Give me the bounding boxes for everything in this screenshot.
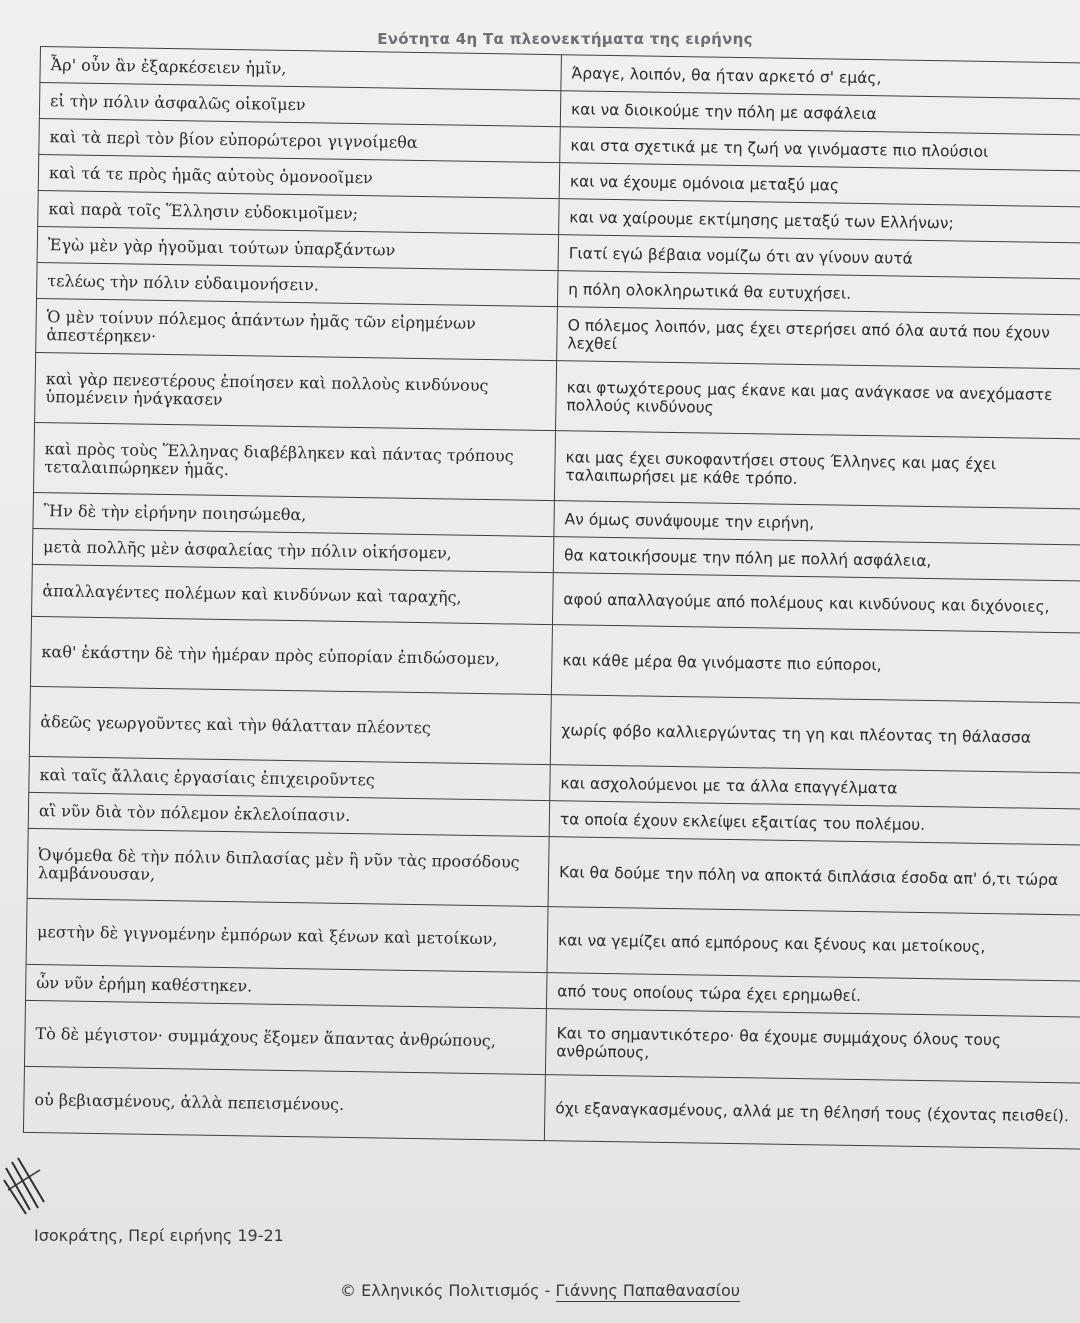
ancient-greek-cell: ἀδεῶς γεωργοῦντες καὶ τὴν θάλατταν πλέοντες [29, 686, 551, 764]
ancient-greek-cell: εἰ τὴν πόλιν ἀσφαλῶς οἰκοῖμεν [39, 83, 561, 127]
modern-greek-cell: Γιατί εγώ βέβαια νομίζω ότι αν γίνουν αυτά [558, 235, 1080, 279]
ancient-greek-cell: οὐ βεβιασμένους, ἀλλὰ πεπεισμένους. [23, 1066, 545, 1140]
modern-greek-cell: και φτωχότερους μας έκανε και μας ανάγκασε να ανεχόμαστε πολλούς κινδύνους [556, 361, 1080, 439]
ancient-greek-cell: ἀπαλλαγέντες πολέμων καὶ κινδύνων καὶ ταραχῆς, [32, 564, 554, 624]
modern-greek-cell: Άραγε, λοιπόν, θα ήταν αρκετό σ' εμάς, [561, 55, 1080, 99]
modern-greek-cell: χωρίς φόβο καλλιεργώντας τη γη και πλέοντας τη θάλασσα [550, 695, 1080, 773]
ancient-greek-cell: καὶ γὰρ πενεστέρους ἐποίησεν καὶ πολλοὺς κινδύνους ὑπομένειν ἠνάγκασεν [35, 352, 557, 430]
modern-greek-cell: Αν όμως συνάψουμε την ειρήνη, [554, 501, 1080, 545]
modern-greek-cell: η πόλη ολοκληρωτικά θα ευτυχήσει. [557, 271, 1080, 315]
modern-greek-cell: όχι εξαναγκασμένους, αλλά με τη θέλησή τους (έχοντας πεισθεί). [544, 1075, 1080, 1149]
ancient-greek-cell: καὶ ταῖς ἄλλαις ἐργασίαις ἐπιχειροῦντες [29, 756, 551, 800]
ancient-greek-cell: Τὸ δὲ μέγιστον· συμμάχους ἕξομεν ἅπαντας ἀνθρώπους, [24, 1000, 546, 1074]
translation-table [23, 46, 1080, 1150]
modern-greek-cell: και να διοικούμε την πόλη με ασφάλεια [560, 91, 1080, 135]
source-citation: Ισοκράτης, Περί ειρήνης 19-21 [34, 1226, 284, 1245]
modern-greek-cell: Ο πόλεμος λοιπόν, μας έχει στερήσει από όλα αυτά που έχουν λεχθεί [557, 307, 1080, 369]
ancient-greek-cell: Ἆρ' οὖν ἂν ἐξαρκέσειεν ἡμῖν, [40, 47, 562, 91]
ancient-greek-cell: Ἐγὼ μὲν γὰρ ἡγοῦμαι τούτων ὑπαρξάντων [37, 226, 559, 270]
modern-greek-cell: και να χαίρουμε εκτίμησης μεταξύ των Ελλήνων; [559, 199, 1080, 243]
author-name: Γιάννης Παπαθανασίου [555, 1281, 741, 1300]
modern-greek-cell: και ασχολούμενοι με τα άλλα επαγγέλματα [550, 765, 1080, 809]
modern-greek-cell: και στα σχετικά με τη ζωή να γινόμαστε πιο πλούσιοι [560, 127, 1080, 171]
ancient-greek-cell: καθ' ἑκάστην δὲ τὴν ἡμέραν πρὸς εὐπορίαν ἐπιδώσομεν, [30, 616, 552, 694]
ancient-greek-cell: τελέως τὴν πόλιν εὐδαιμονήσειν. [37, 262, 559, 306]
ancient-greek-cell: Ὁ μὲν τοίνυν πόλεμος ἁπάντων ἡμᾶς τῶν εἰρημένων ἀπεστέρηκεν· [36, 298, 558, 360]
ancient-greek-cell: καὶ τὰ περὶ τὸν βίον εὐπορώτεροι γιγνοίμεθα [39, 118, 561, 162]
modern-greek-cell: και μας έχει συκοφαντήσει στους Έλληνες και μας έχει ταλαιπωρήσει με κάθε τρόπο. [554, 431, 1080, 509]
modern-greek-cell: Και θα δούμε την πόλη να αποκτά διπλάσια έσοδα απ' ό,τι τώρα [548, 837, 1080, 915]
modern-greek-cell: και να γεμίζει από εμπόρους και ξένους και μετοίκους, [547, 907, 1080, 981]
modern-greek-cell: θα κατοικήσουμε την πόλη με πολλή ασφάλεια, [553, 537, 1080, 581]
ancient-greek-cell: Ὀψόμεθα δὲ τὴν πόλιν διπλασίας μὲν ἢ νῦν τὰς προσόδους λαμβάνουσαν, [27, 828, 549, 906]
ancient-greek-cell: μετὰ πολλῆς μὲν ἀσφαλείας τὴν πόλιν οἰκήσομεν, [32, 528, 554, 572]
ancient-greek-cell: καὶ παρὰ τοῖς Ἕλλησιν εὐδοκιμοῖμεν; [38, 190, 560, 234]
pen-scribble-mark [0, 1150, 60, 1220]
ancient-greek-cell: ὧν νῦν ἐρήμη καθέστηκεν. [26, 964, 548, 1008]
modern-greek-cell: αφού απαλλαγούμε από πολέμους και κινδύνους και διχόνοιες, [552, 573, 1080, 633]
modern-greek-cell: και κάθε μέρα θα γινόμαστε πιο εύποροι, [551, 625, 1080, 703]
copyright-footer [340, 1281, 740, 1300]
ancient-greek-cell: αἳ νῦν διὰ τὸν πόλεμον ἐκλελοίπασιν. [28, 792, 550, 836]
ancient-greek-cell: καὶ τά τε πρὸς ἡμᾶς αὐτοὺς ὁμονοοῖμεν [38, 154, 560, 198]
translation-table-body [23, 47, 1080, 1150]
page-title: Ενότητα 4η Τα πλεονεκτήματα της ειρήνης [377, 30, 753, 48]
ancient-greek-cell: μεστὴν δὲ γιγνομένην ἐμπόρων καὶ ξένων καὶ μετοίκων, [26, 898, 548, 972]
copyright-text: © Ελληνικός Πολιτισμός - [340, 1281, 556, 1300]
ancient-greek-cell: Ἢν δὲ τὴν εἰρήνην ποιησώμεθα, [33, 492, 555, 536]
modern-greek-cell: Και το σημαντικότερο· θα έχουμε συμμάχους όλους τους ανθρώπους, [545, 1009, 1080, 1083]
modern-greek-cell: από τους οποίους τώρα έχει ερημωθεί. [546, 973, 1080, 1017]
modern-greek-cell: τα οποία έχουν εκλείψει εξαιτίας του πολέμου. [549, 801, 1080, 845]
ancient-greek-cell: καὶ πρὸς τοὺς Ἕλληνας διαβέβληκεν καὶ πάντας τρόπους τεταλαιπώρηκεν ἡμᾶς. [33, 422, 555, 500]
modern-greek-cell: και να έχουμε ομόνοια μεταξύ μας [559, 163, 1080, 207]
